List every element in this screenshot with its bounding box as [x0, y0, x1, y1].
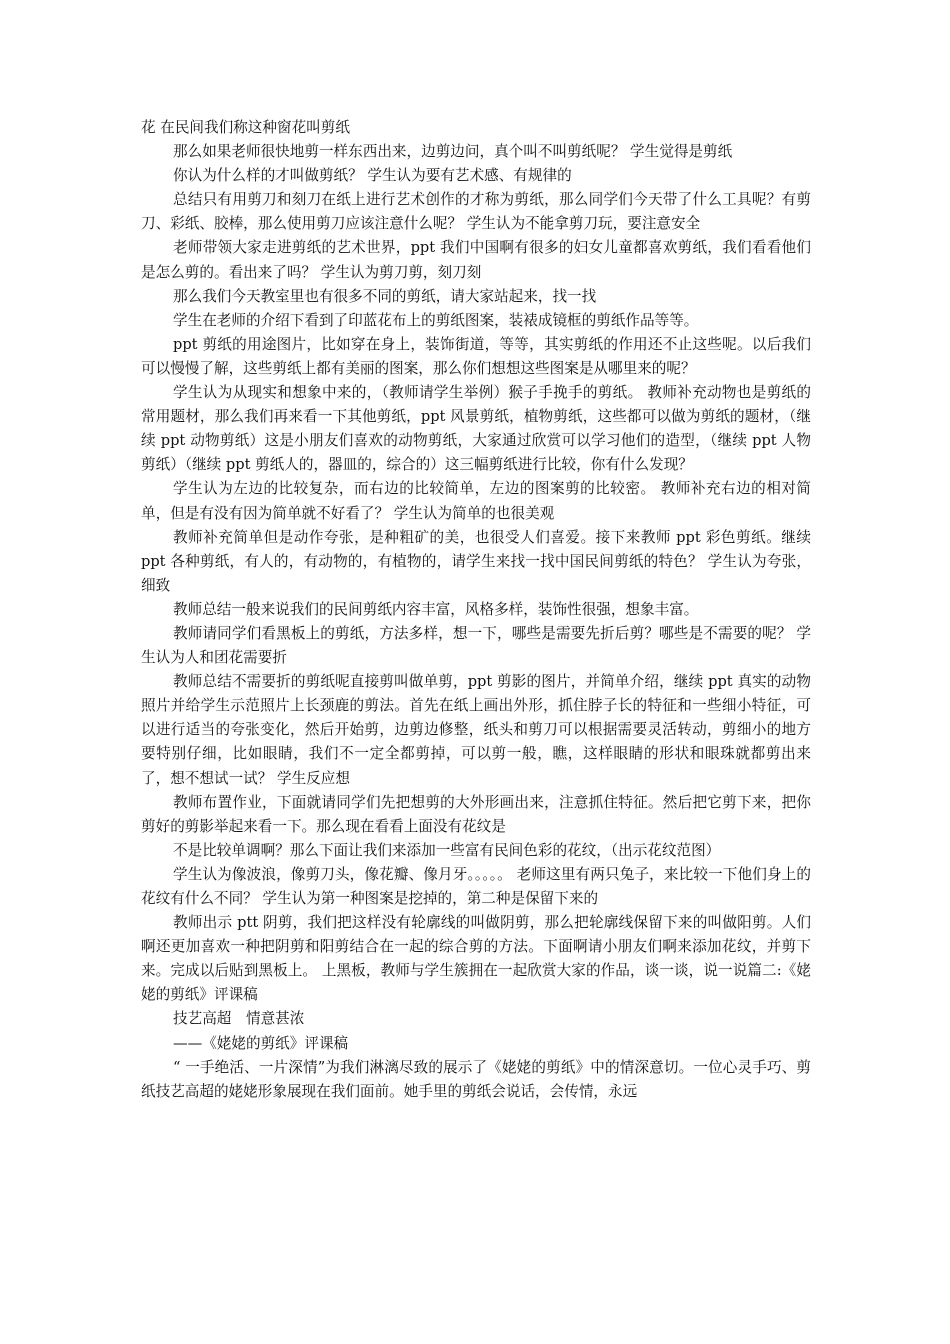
- paragraph: 教师总结一般来说我们的民间剪纸内容丰富，风格多样，装饰性很强，想象丰富。: [173, 600, 699, 618]
- paragraph: 教师出示 ptt 阴剪，我们把这样没有轮廓线的叫做阴剪，那么把轮廓线保留下来的叫做阳剪。人们啊还更加喜欢一种把阴剪和阳剪结合在一起的综合剪的方法。下面啊请小朋友们啊来添加花纹，并剪下来。完成以后贴到黑板上。 上黑板，教师与学生簇拥在一起欣赏大家的作品，谈一谈，说一说篇二:《姥姥的剪纸》评课稿: [141, 914, 811, 1004]
- paragraph: 那么如果老师很快地剪一样东西出来，边剪边问，真个叫不叫剪纸呢？ 学生觉得是剪纸: [173, 143, 733, 161]
- paragraph: 学生认为从现实和想象中来的，（教师请学生举例）猴子手挽手的剪纸。 教师补充动物也是剪纸的常用题材，那么我们再来看一下其他剪纸，ppt 风景剪纸，植物剪纸，这些都可以做为剪纸的题材，（继续 ppt 动物剪纸）这是小朋友们喜欢的动物剪纸，大家通过欣赏可以学习他们的造型，（继续 ppt 人物剪纸）（继续 ppt 剪纸人的，器皿的，综合的）这三幅剪纸进行比较，你有什么发现？: [141, 384, 811, 474]
- paragraph: 教师请同学们看黑板上的剪纸，方法多样，想一下，哪些是需要先折后剪？哪些是不需要的呢？ 学生认为人和团花需要折: [141, 624, 811, 667]
- paragraph: 老师带领大家走进剪纸的艺术世界，ppt 我们中国啊有很多的妇女儿童都喜欢剪纸，我们看看他们是怎么剪的。看出来了吗？ 学生认为剪刀剪，刻刀刻: [141, 239, 811, 281]
- paragraph: 那么我们今天教室里也有很多不同的剪纸，请大家站起来，找一找: [173, 287, 597, 305]
- document-page: [141, 116, 811, 1104]
- paragraph: 教师补充简单但是动作夸张，是种粗矿的美，也很受人们喜爱。接下来教师 ppt 彩色剪纸。继续 ppt 各种剪纸，有人的，有动物的，有植物的，请学生来找一找中国民间剪纸的特色？ 学生认为夸张，细致: [141, 528, 811, 594]
- paragraph: 教师总结不需要折的剪纸呢直接剪叫做单剪，ppt 剪影的图片，并简单介绍，继续 ppt 真实的动物照片并给学生示范照片上长颈鹿的剪法。首先在纸上画出外形，抓住脖子长的特征和一些细小特征，可以进行适当的夸张变化，然后开始剪，边剪边修整，纸头和剪刀可以根据需要灵活转动，剪细小的地方要特别仔细，比如眼睛，我们不一定全都剪掉，可以剪一般，瞧，这样眼睛的形状和眼珠就都剪出来了，想不想试一试？ 学生反应想: [141, 673, 811, 787]
- section-subheading: ——《姥姥的剪纸》评课稿: [173, 1034, 349, 1052]
- paragraph: 你认为什么样的才叫做剪纸？ 学生认为要有艺术感、有规律的: [173, 167, 572, 185]
- paragraph: 不是比较单调啊？那么下面让我们来添加一些富有民间色彩的花纹，（出示花纹范图）: [173, 841, 721, 859]
- paragraph: 学生认为像波浪，像剪刀头，像花瓣、像月牙。。。。。 老师这里有两只兔子，来比较一下他们身上的花纹有什么不同？ 学生认为第一种图案是挖掉的，第二种是保留下来的: [141, 865, 811, 907]
- paragraph: 教师布置作业，下面就请同学们先把想剪的大外形画出来，注意抓住特征。然后把它剪下来，把你剪好的剪影举起来看一下。那么现在看看上面没有花纹是: [141, 793, 811, 835]
- section-heading: 技艺高超 情意甚浓: [173, 1010, 305, 1028]
- paragraph: 学生在老师的介绍下看到了印蓝花布上的剪纸图案，装裱成镜框的剪纸作品等等。: [173, 311, 699, 329]
- paragraph: 总结只有用剪刀和刻刀在纸上进行艺术创作的才称为剪纸，那么同学们今天带了什么工具呢？有剪刀、彩纸、胶棒，那么使用剪刀应该注意什么呢？ 学生认为不能拿剪刀玩，要注意安全: [141, 191, 811, 233]
- paragraph: ppt 剪纸的用途图片，比如穿在身上，装饰街道，等等，其实剪纸的作用还不止这些呢。以后我们可以慢慢了解，这些剪纸上都有美丽的图案，那么你们想想这些图案是从哪里来的呢？: [141, 335, 811, 377]
- paragraph: “ 一手绝活、一片深情”为我们淋漓尽致的展示了《姥姥的剪纸》中的情深意切。一位心灵手巧、剪纸技艺高超的姥姥形象展现在我们面前。她手里的剪纸会说话，会传情，永远: [141, 1058, 811, 1100]
- paragraph: 花 在民间我们称这种窗花叫剪纸: [141, 119, 350, 136]
- paragraph: 学生认为左边的比较复杂，而右边的比较简单，左边的图案剪的比较密。 教师补充右边的相对简单，但是有没有因为简单就不好看了？ 学生认为简单的也很美观: [141, 480, 811, 522]
